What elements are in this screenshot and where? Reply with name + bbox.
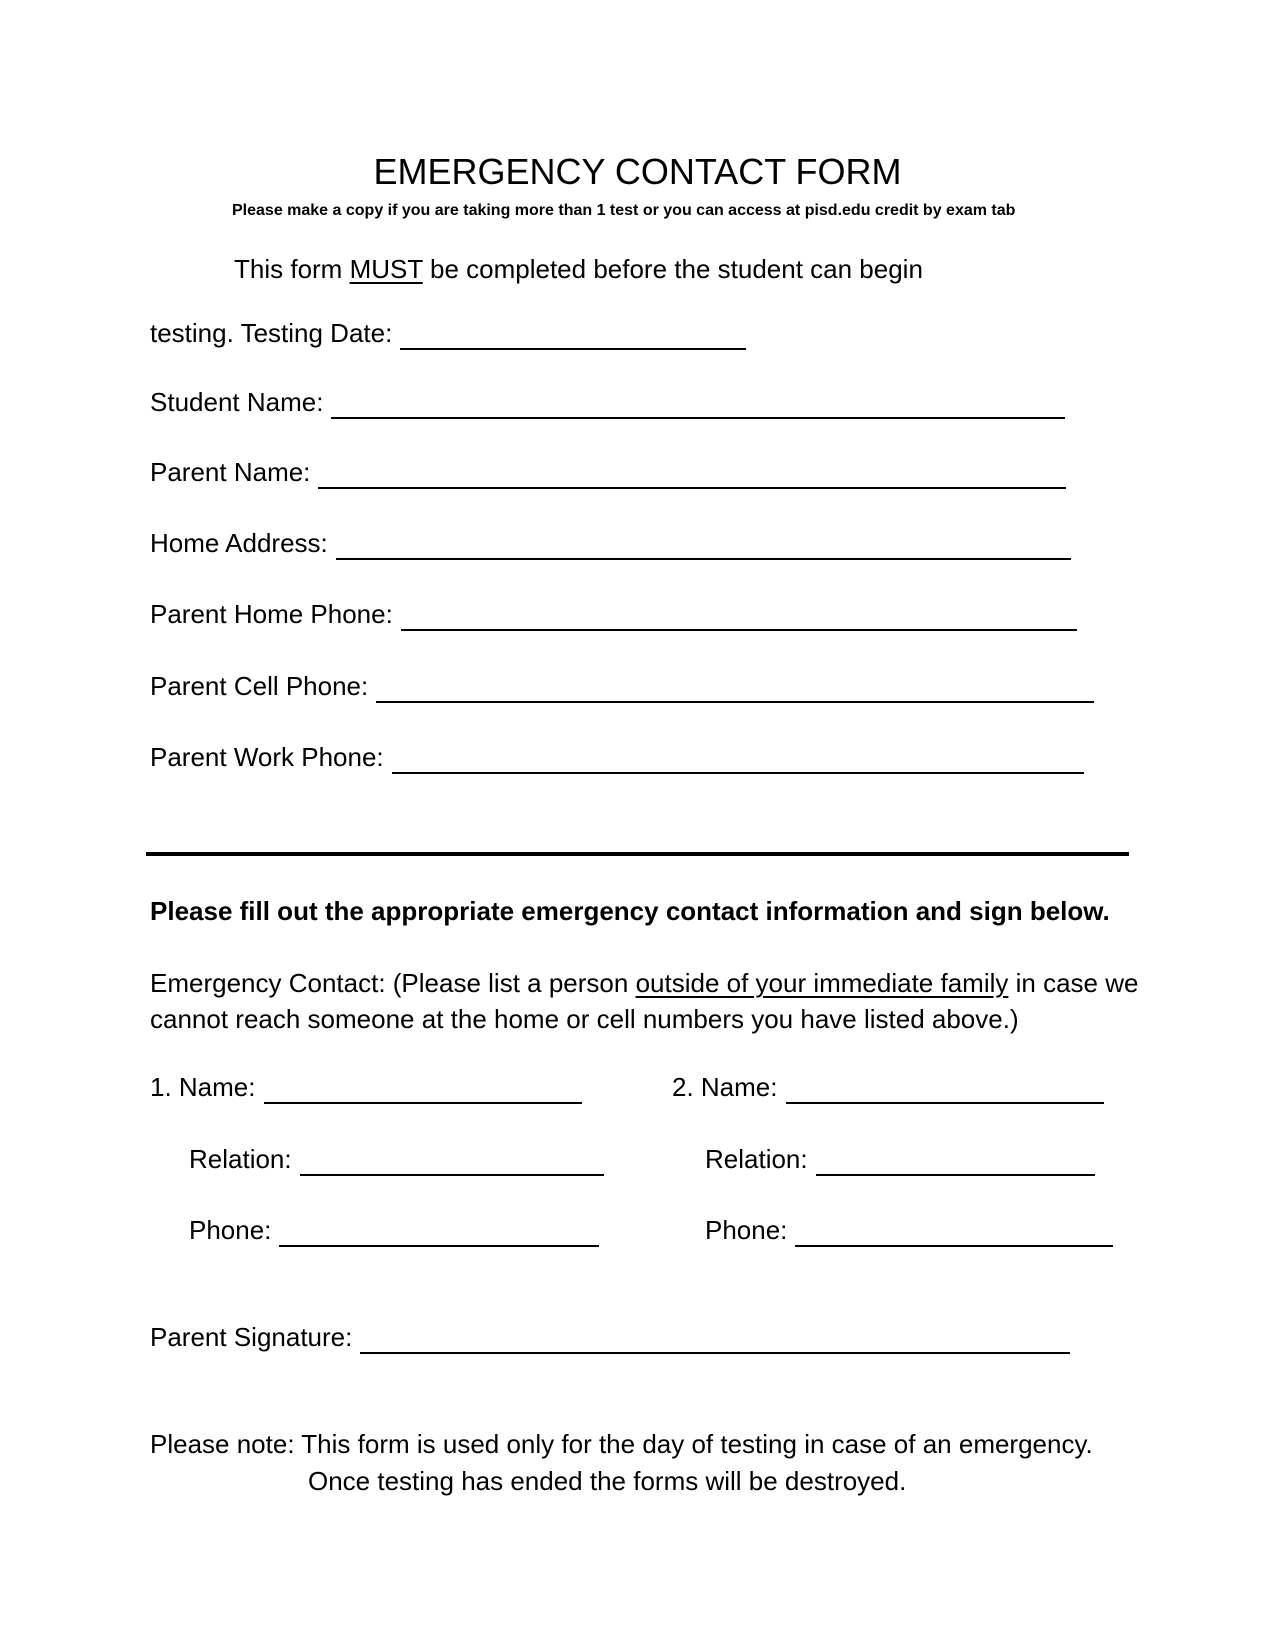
footer-note: Please note: This form is used only for the day of testing in case of an emergency.	[150, 1429, 1093, 1459]
intro-prefix: This form	[234, 254, 350, 284]
intro-text	[234, 252, 923, 286]
contact2-name-label: 2. Name:	[672, 1072, 778, 1102]
contact2-phone-field	[705, 1213, 1113, 1247]
testing-date-input[interactable]	[400, 324, 746, 350]
note-prefix: Emergency Contact: (Please list a person	[150, 968, 636, 998]
note-emphasis: outside of your immediate family	[635, 968, 1009, 998]
student-name-label: Student Name:	[150, 387, 324, 417]
parent-cell-phone-label: Parent Cell Phone:	[150, 671, 369, 701]
parent-cell-phone-input[interactable]	[376, 677, 1094, 703]
contact1-name-field	[150, 1070, 582, 1104]
contact2-phone-label: Phone:	[705, 1215, 788, 1245]
student-name-field	[150, 385, 1065, 419]
parent-name-field	[150, 455, 1066, 489]
contact1-relation-label: Relation:	[189, 1144, 292, 1174]
section-divider	[146, 852, 1129, 856]
parent-cell-phone-field	[150, 669, 1094, 703]
home-address-label: Home Address:	[150, 528, 328, 558]
home-address-field	[150, 526, 1071, 560]
parent-home-phone-field	[150, 597, 1077, 631]
contact2-relation-field	[705, 1142, 1095, 1176]
contact1-name-input[interactable]	[264, 1078, 582, 1104]
contact2-relation-input[interactable]	[816, 1150, 1095, 1176]
contact1-name-label: 1. Name:	[150, 1072, 256, 1102]
parent-signature-label: Parent Signature:	[150, 1322, 353, 1352]
parent-name-label: Parent Name:	[150, 457, 311, 487]
contact1-relation-field	[189, 1142, 604, 1176]
parent-work-phone-label: Parent Work Phone:	[150, 742, 384, 772]
footer-note-continued: Once testing has ended the forms will be destroyed.	[308, 1466, 907, 1496]
page-title: EMERGENCY CONTACT FORM	[373, 151, 902, 192]
parent-work-phone-input[interactable]	[392, 748, 1084, 774]
contact2-name-field	[672, 1070, 1104, 1104]
contact1-phone-input[interactable]	[279, 1221, 599, 1247]
contact2-name-input[interactable]	[786, 1078, 1104, 1104]
testing-date-field	[150, 316, 746, 350]
parent-name-input[interactable]	[318, 463, 1066, 489]
home-address-input[interactable]	[336, 534, 1071, 560]
emergency-contact-note	[150, 965, 1150, 1037]
note-suffix: in case we cannot reach someone at the home or cell numbers you have listed above.)	[150, 968, 1139, 1034]
contact2-relation-label: Relation:	[705, 1144, 808, 1174]
intro-suffix: be completed before the student can begin	[422, 254, 923, 284]
parent-signature-input[interactable]	[360, 1328, 1070, 1354]
parent-signature-field	[150, 1320, 1070, 1354]
testing-date-label: testing. Testing Date:	[150, 318, 393, 348]
contact1-phone-label: Phone:	[189, 1215, 272, 1245]
contact1-phone-field	[189, 1213, 599, 1247]
parent-home-phone-label: Parent Home Phone:	[150, 599, 393, 629]
contact1-relation-input[interactable]	[300, 1150, 604, 1176]
contact2-phone-input[interactable]	[795, 1221, 1113, 1247]
page-subtitle: Please make a copy if you are taking more than 1 test or you can access at pisd.edu credit by exam tab	[232, 202, 1016, 219]
intro-emphasis: MUST	[349, 254, 423, 284]
emergency-instruction: Please fill out the appropriate emergency contact information and sign below.	[150, 896, 1110, 926]
parent-home-phone-input[interactable]	[401, 605, 1077, 631]
student-name-input[interactable]	[331, 393, 1065, 419]
parent-work-phone-field	[150, 740, 1084, 774]
